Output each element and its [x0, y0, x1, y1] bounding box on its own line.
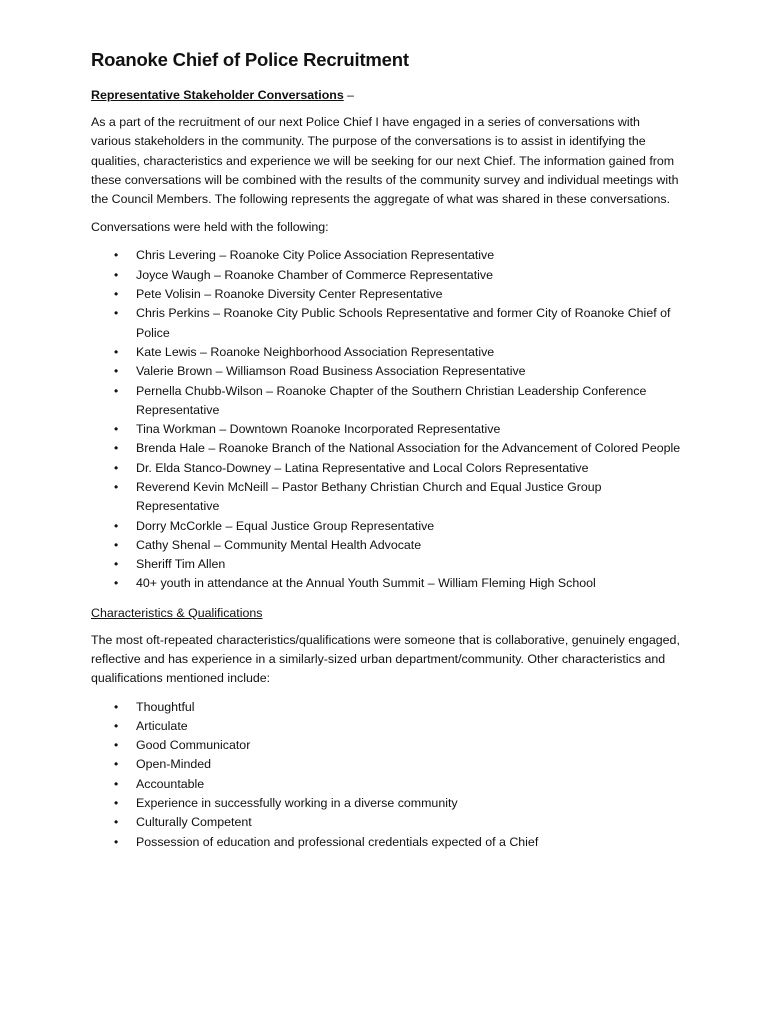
- participant-list-item: [91, 420, 681, 439]
- participant-list-item: [91, 555, 681, 574]
- quality-list-item: [91, 717, 681, 736]
- bullet-icon: •: [114, 460, 119, 475]
- section-heading-characteristics: [91, 604, 681, 623]
- bullet-icon: •: [114, 537, 119, 552]
- participant-list-item-text: Chris Perkins – Roanoke City Public Schools Representative and former City of Roanoke Chief of Police: [136, 306, 671, 340]
- quality-list-item: [91, 755, 681, 774]
- bullet-icon: •: [114, 287, 119, 302]
- document-page: [91, 48, 681, 862]
- bullet-icon: •: [114, 441, 119, 456]
- quality-list-item-text: Articulate: [136, 718, 188, 733]
- characteristics-intro-paragraph: The most oft-repeated characteristics/qualifications were someone that is collaborative, genuinely engaged, reflective and has experience in a similarly-sized urban department/community. Other characteristics and qualifications mentioned include:: [91, 632, 680, 686]
- bullet-icon: •: [114, 757, 119, 772]
- participant-list-item-text: Valerie Brown – Williamson Road Business Association Representative: [136, 364, 526, 379]
- participant-list-item-text: Cathy Shenal – Community Mental Health Advocate: [136, 537, 422, 552]
- participant-list-item-text: Dorry McCorkle – Equal Justice Group Representative: [136, 518, 435, 533]
- quality-list-item-text: Good Communicator: [136, 738, 251, 753]
- participant-list-item-text: Brenda Hale – Roanoke Branch of the National Association for the Advancement of Colored People: [136, 441, 681, 456]
- bullet-icon: •: [114, 738, 119, 753]
- participant-list-item: [91, 362, 681, 381]
- bullet-icon: •: [114, 479, 119, 494]
- bullet-icon: •: [114, 796, 119, 811]
- participant-list-item: [91, 536, 681, 555]
- bullet-icon: •: [114, 306, 119, 321]
- participant-list-item: [91, 343, 681, 362]
- bullet-icon: •: [114, 557, 119, 572]
- quality-list-item: [91, 736, 681, 755]
- participant-list-item-text: Chris Levering – Roanoke City Police Association Representative: [136, 248, 495, 263]
- quality-list-item-text: Possession of education and professional credentials expected of a Chief: [136, 834, 539, 849]
- participant-list-item: [91, 459, 681, 478]
- quality-list-item: [91, 698, 681, 717]
- bullet-icon: •: [114, 248, 119, 263]
- quality-list-item-text: Open-Minded: [136, 757, 212, 772]
- bullet-icon: •: [114, 518, 119, 533]
- participant-list-item-text: Pernella Chubb-Wilson – Roanoke Chapter of the Southern Christian Leadership Conference Representative: [136, 383, 647, 417]
- participant-list-item-text: Pete Volisin – Roanoke Diversity Center Representative: [136, 287, 443, 302]
- bullet-icon: •: [114, 422, 119, 437]
- quality-list-item-text: Thoughtful: [136, 699, 195, 714]
- participant-list-item: [91, 246, 681, 265]
- participant-list-item: [91, 439, 681, 458]
- participant-list-item: [91, 478, 681, 517]
- participant-list-item-text: Sheriff Tim Allen: [136, 557, 226, 572]
- quality-list-item: [91, 775, 681, 794]
- bullet-icon: •: [114, 383, 119, 398]
- participant-list-item: [91, 285, 681, 304]
- quality-list-item: [91, 833, 681, 852]
- participant-list-item-text: Kate Lewis – Roanoke Neighborhood Association Representative: [136, 344, 495, 359]
- quality-list-item: [91, 813, 681, 832]
- quality-list-item-text: Culturally Competent: [136, 815, 252, 830]
- quality-list-item: [91, 794, 681, 813]
- bullet-icon: •: [114, 815, 119, 830]
- bullet-icon: •: [114, 718, 119, 733]
- qualities-list: [91, 698, 681, 852]
- participant-list-item-text: Joyce Waugh – Roanoke Chamber of Commerce Representative: [136, 267, 493, 282]
- quality-list-item-text: Accountable: [136, 776, 205, 791]
- participant-list-item: [91, 304, 681, 343]
- page-title: Roanoke Chief of Police Recruitment: [91, 49, 409, 70]
- bullet-icon: •: [114, 364, 119, 379]
- stakeholders-intro-paragraph: As a part of the recruitment of our next Police Chief I have engaged in a series of conversations with various stakeholders in the community. The purpose of the conversations is to assist in identifying the qualities, characteristics and experience we will be seeking for our next Chief. The information gained from these conversations will be combined with the results of the community survey and individual meetings with the Council Members. The following represents the aggregate of what was shared in these conversations.: [91, 115, 679, 207]
- bullet-icon: •: [114, 776, 119, 791]
- bullet-icon: •: [114, 267, 119, 282]
- participant-list-item-text: 40+ youth in attendance at the Annual Youth Summit – William Fleming High School: [136, 576, 596, 591]
- quality-list-item-text: Experience in successfully working in a diverse community: [136, 796, 458, 811]
- participant-list-item: [91, 517, 681, 536]
- bullet-icon: •: [114, 699, 119, 714]
- bullet-icon: •: [114, 344, 119, 359]
- participant-list-item-text: Tina Workman – Downtown Roanoke Incorporated Representative: [136, 422, 501, 437]
- participant-list-item: [91, 266, 681, 285]
- participants-list: [91, 246, 681, 593]
- participant-list-item-text: Dr. Elda Stanco-Downey – Latina Representative and Local Colors Representative: [136, 460, 589, 475]
- participant-list-item: [91, 574, 681, 593]
- section-heading-characteristics-text: Characteristics & Qualifications: [91, 605, 263, 620]
- bullet-icon: •: [114, 576, 119, 591]
- section-heading-stakeholders-text: Representative Stakeholder Conversations: [91, 88, 344, 102]
- participant-list-item: [91, 382, 681, 421]
- section-heading-dash: –: [343, 88, 355, 102]
- participants-lead-text: Conversations were held with the following:: [91, 220, 329, 235]
- bullet-icon: •: [114, 834, 119, 849]
- section-heading-stakeholders: [91, 86, 681, 105]
- participant-list-item-text: Reverend Kevin McNeill – Pastor Bethany Christian Church and Equal Justice Group Representative: [136, 479, 602, 514]
